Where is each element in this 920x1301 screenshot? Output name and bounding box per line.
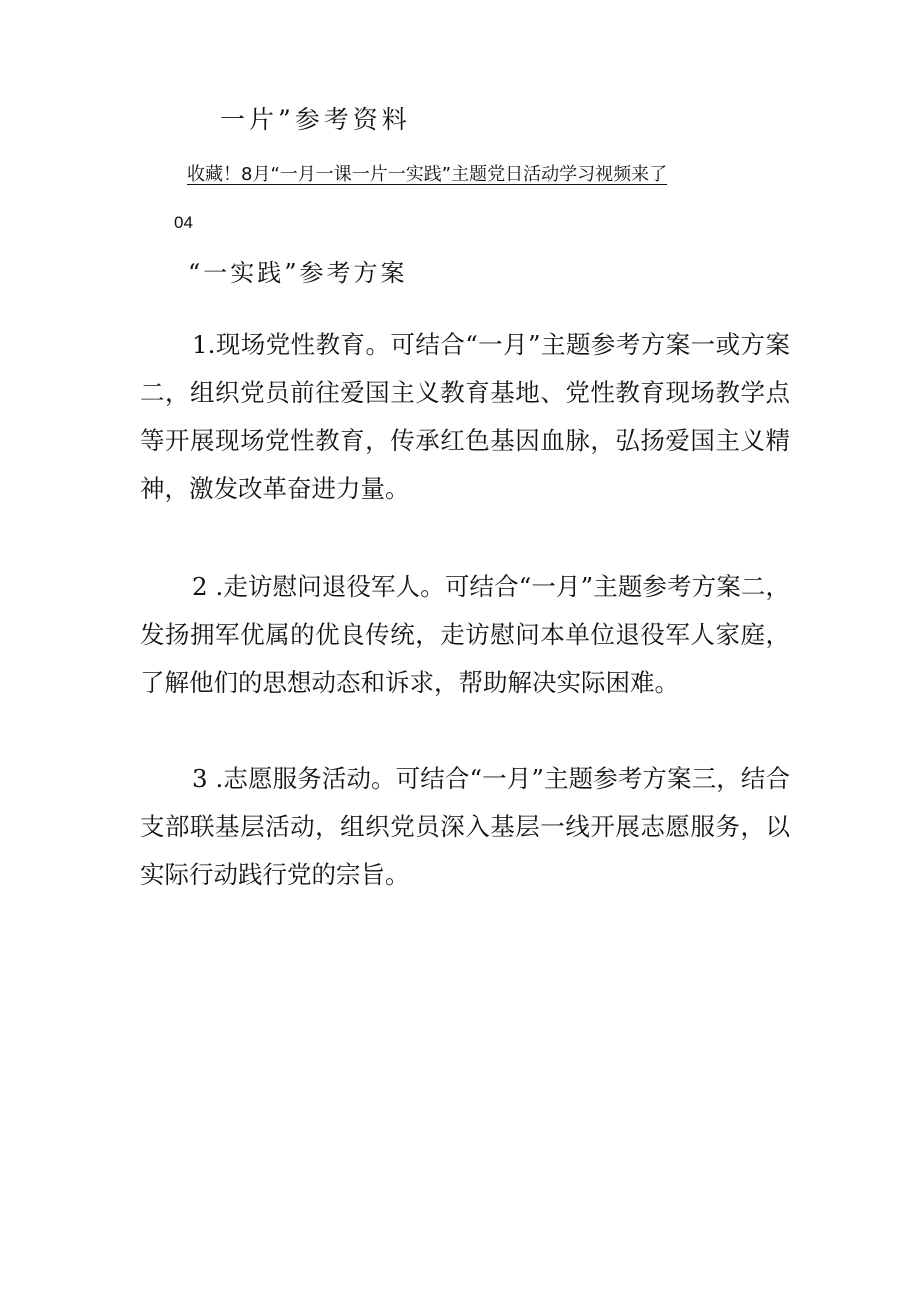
article-link-title[interactable]: 收藏！8月“一月一课一片一实践”主题党日活动学习视频来了 [187, 164, 668, 185]
paragraph-1: 1.现场党性教育。可结合“一月”主题参考方案一或方案二，组织党员前往爱国主义教育基地、党性教育现场教学点等开展现场党性教育，传承红色基因血脉，弘扬爱国主义精神，激发改革奋进力量。 [140, 329, 790, 503]
section-title: “一实践”参考方案 [188, 259, 408, 287]
paragraph-2: 2 .走访慰问退役军人。可结合“一月”主题参考方案二，发扬拥军优属的优良传统，走访慰问本单位退役军人家庭，了解他们的思想动态和诉求，帮助解决实际困难。 [140, 571, 790, 697]
top-heading: 一片”参考资料 [220, 105, 411, 134]
section-number: 04 [174, 213, 193, 232]
paragraph-3: 3 .志愿服务活动。可结合“一月”主题参考方案三，结合支部联基层活动，组织党员深入基层一线开展志愿服务，以实际行动践行党的宗旨。 [140, 763, 790, 889]
